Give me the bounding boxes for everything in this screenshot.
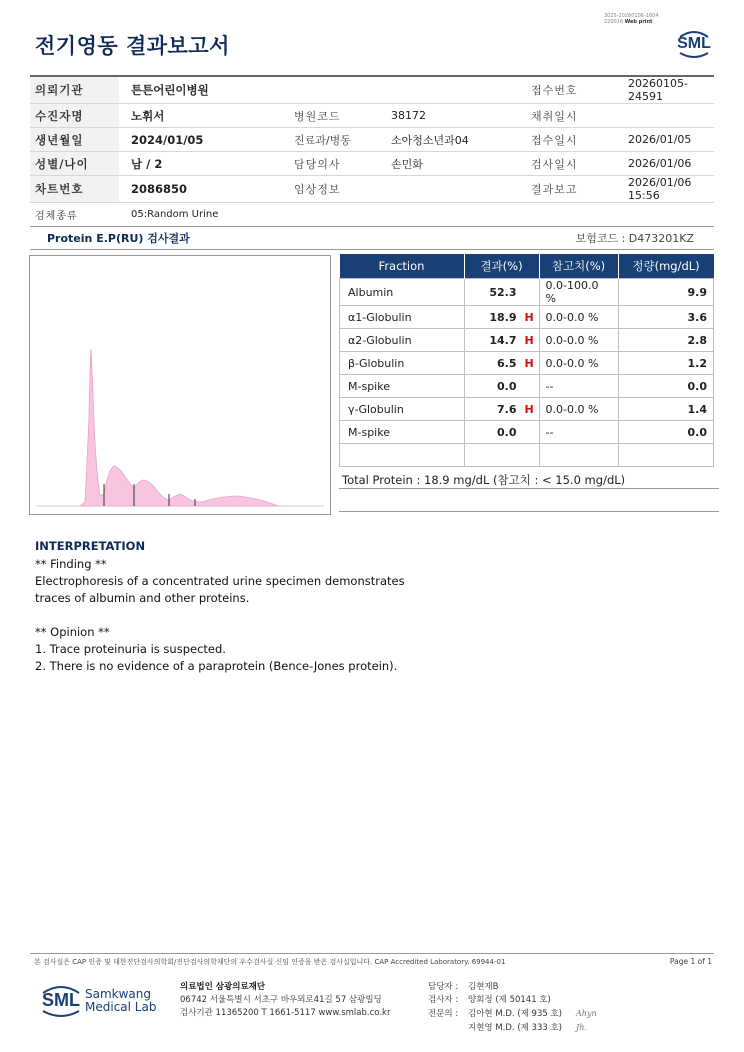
staff-row (428, 994, 597, 1007)
fraction-name: M-spike (340, 421, 465, 444)
staff-name: 김아현 M.D. (제 935 호) (468, 1009, 563, 1019)
results-header-row (340, 254, 714, 279)
address-line: 06742 서울특별시 서초구 바우뫼로41길 57 삼광빌딩 (180, 995, 382, 1005)
signature: Ahyn (576, 1009, 597, 1018)
print-meta (604, 13, 659, 25)
info-row (30, 104, 714, 128)
contact-line: 검사기관 11365200 T 1661-5117 www.smlab.co.kr (180, 1008, 391, 1018)
interpretation (35, 538, 405, 675)
info-value (620, 104, 714, 128)
staff-name: 양회정 (제 50141 호) (468, 995, 551, 1005)
info-value (383, 76, 523, 104)
info-value: 20260105-24591 (620, 76, 714, 104)
info-row (30, 176, 714, 203)
result-value: 0.0 (497, 379, 517, 393)
total-divider (339, 488, 719, 489)
result-row (340, 375, 714, 398)
result-percent (464, 329, 539, 352)
reference-range: -- (539, 375, 618, 398)
info-value: 2026/01/06 15:56 (620, 176, 714, 203)
info-value: 남 / 2 (119, 152, 286, 176)
opinion-line: 2. There is no evidence of a paraprotein (Bence-Jones protein). (35, 659, 398, 673)
opinion-label: ** Opinion ** (35, 625, 110, 639)
info-value: 노휘서 (119, 104, 286, 128)
high-flag: H (524, 402, 534, 416)
reference-range: 0.0-100.0 % (539, 279, 618, 306)
finding-line: traces of albumin and other proteins. (35, 591, 250, 605)
info-label: 임상정보 (286, 176, 383, 203)
result-row (340, 421, 714, 444)
high-flag: H (524, 310, 534, 324)
section-bottom-divider (339, 511, 719, 512)
high-flag: H (524, 333, 534, 347)
company-line: Samkwang (85, 987, 151, 1001)
print-meta-line1: 3025-20260106-1604 (604, 13, 659, 19)
footer-divider (30, 953, 714, 954)
info-label: 결과보고 (523, 176, 620, 203)
result-row (340, 398, 714, 421)
info-row (30, 203, 714, 227)
col-header-reference: 참고치(%) (539, 254, 618, 279)
info-row (30, 128, 714, 152)
amount-value: 2.8 (618, 329, 714, 352)
info-label: 담당의사 (286, 152, 383, 176)
result-row (340, 279, 714, 306)
result-value: 0.0 (497, 425, 517, 439)
staff-name: 김현재B (468, 982, 499, 992)
amount-value: 9.9 (618, 279, 714, 306)
reference-range: 0.0-0.0 % (539, 398, 618, 421)
section-title: Protein E.P(RU) 검사결과 (47, 232, 190, 245)
result-value: 52.3 (489, 285, 517, 299)
accreditation-note: 본 검사실은 CAP 인증 및 대한진단검사의학회/진단검사의학재단의 우수검사실 신임 인증을 받은 검사실입니다. CAP Accredited Laboratory. 69944-01 (34, 958, 506, 966)
info-value: 튼튼어린이병원 (119, 76, 286, 104)
result-percent (464, 352, 539, 375)
info-label: 검사일시 (523, 152, 620, 176)
opinion-line: 1. Trace proteinuria is suspected. (35, 642, 226, 656)
high-flag: H (524, 356, 534, 370)
info-label (286, 76, 383, 104)
reference-range: 0.0-0.0 % (539, 352, 618, 375)
amount-value: 1.2 (618, 352, 714, 375)
print-meta-id: 220016 (604, 19, 624, 25)
result-value: 6.5 (497, 356, 517, 370)
staff-row (428, 1021, 597, 1035)
staff-row (428, 981, 597, 994)
info-value: 05:Random Urine (119, 203, 714, 227)
page-number: Page 1 of 1 (669, 957, 712, 966)
fraction-name (340, 444, 465, 467)
logo-text: SML (677, 35, 711, 52)
staff-role: 전문의 : (428, 1009, 459, 1019)
amount-value: 1.4 (618, 398, 714, 421)
insurance-code: 보험코드 : D473201KZ (575, 232, 694, 245)
org-name: 의료법인 삼광의료재단 (180, 982, 266, 992)
result-row (340, 306, 714, 329)
result-percent (464, 444, 539, 467)
interpretation-title: INTERPRETATION (35, 539, 146, 553)
fraction-name: α2-Globulin (340, 329, 465, 352)
fraction-name: γ-Globulin (340, 398, 465, 421)
col-header-fraction: Fraction (340, 254, 465, 279)
result-value: 7.6 (497, 402, 517, 416)
reference-range: -- (539, 421, 618, 444)
fraction-name: M-spike (340, 375, 465, 398)
result-row (340, 352, 714, 375)
staff-name: 지현영 M.D. (제 333 호) (468, 1023, 563, 1033)
info-value: 2026/01/06 (620, 152, 714, 176)
results-table (339, 254, 714, 467)
info-label: 진료과/병동 (286, 128, 383, 152)
col-header-result: 결과(%) (464, 254, 539, 279)
result-value: 14.7 (489, 333, 517, 347)
print-meta-line2 (604, 19, 659, 25)
result-row (340, 329, 714, 352)
info-value: 손민화 (383, 152, 523, 176)
info-label: 접수번호 (523, 76, 620, 104)
sml-logo-icon (674, 26, 714, 60)
staff-row (428, 1007, 597, 1021)
staff-role: 검사자 : (428, 995, 459, 1005)
company-line: Medical Lab (85, 1000, 157, 1014)
patient-info-table (30, 75, 714, 227)
result-value: 18.9 (489, 310, 517, 324)
info-label: 성별/나이 (30, 152, 119, 176)
result-row (340, 444, 714, 467)
sml-logo-icon (36, 980, 86, 1020)
company-name (85, 988, 156, 1014)
print-meta-mode: Web print (624, 19, 653, 25)
fraction-name: Albumin (340, 279, 465, 306)
info-label: 차트번호 (30, 176, 119, 203)
info-value: 2026/01/05 (620, 128, 714, 152)
page-title: 전기영동 결과보고서 (35, 34, 230, 58)
info-label: 생년월일 (30, 128, 119, 152)
info-value: 2086850 (119, 176, 286, 203)
info-row (30, 76, 714, 104)
total-protein: Total Protein : 18.9 mg/dL (참고치 : < 15.0 mg/dL) (342, 473, 626, 487)
finding-line: Electrophoresis of a concentrated urine specimen demonstrates (35, 574, 405, 588)
section-divider (30, 249, 714, 250)
staff-role: 담당자 : (428, 982, 459, 992)
amount-value (618, 444, 714, 467)
amount-value: 3.6 (618, 306, 714, 329)
staff-list (428, 981, 597, 1035)
col-header-amount: 정량(mg/dL) (618, 254, 714, 279)
info-value: 38172 (383, 104, 523, 128)
reference-range: 0.0-0.0 % (539, 329, 618, 352)
result-percent (464, 421, 539, 444)
info-value: 2024/01/05 (119, 128, 286, 152)
electropherogram (29, 255, 331, 515)
finding-label: ** Finding ** (35, 557, 107, 571)
result-percent (464, 375, 539, 398)
info-label: 접수일시 (523, 128, 620, 152)
amount-value: 0.0 (618, 375, 714, 398)
info-value: 소아청소년과04 (383, 128, 523, 152)
info-row (30, 152, 714, 176)
fraction-name: α1-Globulin (340, 306, 465, 329)
info-label: 수진자명 (30, 104, 119, 128)
signature: Jh. (576, 1023, 587, 1032)
protein-curve (80, 349, 278, 506)
amount-value: 0.0 (618, 421, 714, 444)
logo-text: SML (42, 990, 80, 1010)
info-label: 병원코드 (286, 104, 383, 128)
fraction-name: β-Globulin (340, 352, 465, 375)
result-percent (464, 398, 539, 421)
result-percent (464, 279, 539, 306)
info-label: 의뢰기관 (30, 76, 119, 104)
company-address (180, 981, 390, 1020)
reference-range: 0.0-0.0 % (539, 306, 618, 329)
info-label: 채취일시 (523, 104, 620, 128)
info-label: 검체종류 (30, 203, 119, 227)
info-value (383, 176, 523, 203)
result-percent (464, 306, 539, 329)
reference-range (539, 444, 618, 467)
